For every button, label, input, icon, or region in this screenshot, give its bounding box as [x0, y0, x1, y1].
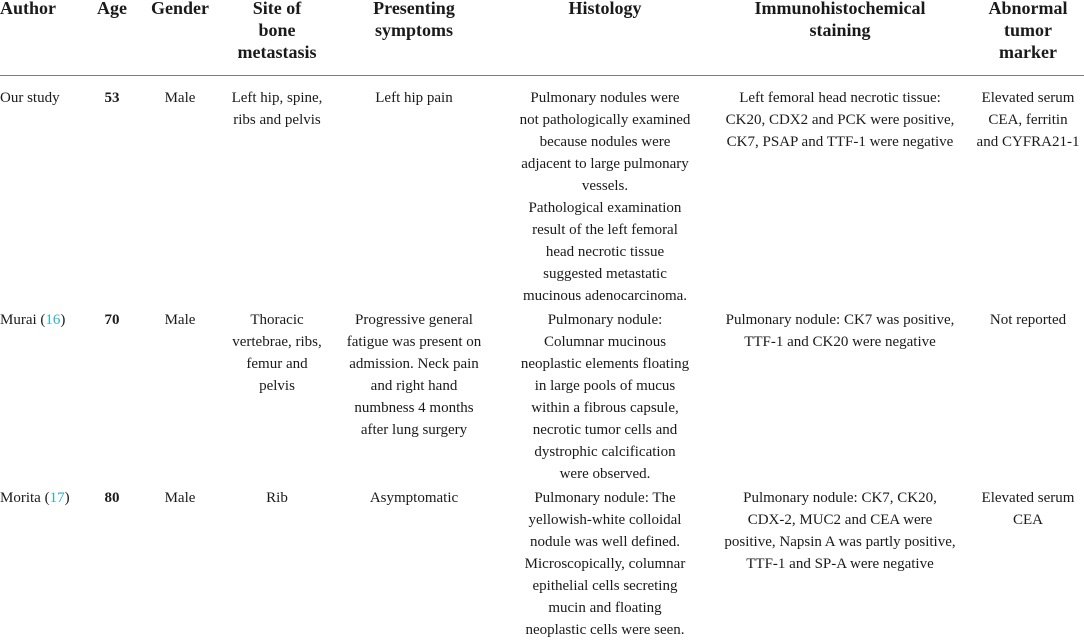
- cell-ihc: [706, 87, 974, 153]
- cell-histology: [495, 309, 715, 485]
- text-line: Left hip, spine,: [231, 90, 323, 106]
- text-line: CK20, CDX2 and PCK were positive,: [725, 112, 955, 128]
- text-line: CEA: [1013, 512, 1043, 528]
- text-line: vessels.: [581, 178, 629, 194]
- cell-gender: Male: [164, 312, 196, 328]
- text-line: tumor: [1004, 20, 1052, 40]
- text-line: were observed.: [559, 466, 651, 482]
- text-line: result of the left femoral: [532, 222, 678, 238]
- cell-ihc: [706, 487, 974, 575]
- text-line: Age: [97, 0, 127, 18]
- text-line: Pathological examination: [528, 200, 682, 216]
- text-line: Rib: [266, 490, 288, 506]
- text-line: neoplastic elements floating: [520, 356, 690, 372]
- text-line: Immunohistochemical: [754, 0, 926, 18]
- text-line: symptoms: [374, 20, 453, 40]
- text-line: Author: [0, 0, 57, 18]
- text-line: CEA, ferritin: [988, 112, 1068, 128]
- text-line: Site of: [252, 0, 302, 18]
- text-line: head necrotic tissue: [545, 244, 665, 260]
- text-line: positive, Napsin A was partly positive,: [724, 534, 956, 550]
- reference-link[interactable]: 17: [49, 490, 65, 506]
- text-line: Presenting: [373, 0, 455, 18]
- text-line: marker: [999, 42, 1057, 62]
- text-line: Elevated serum: [981, 490, 1075, 506]
- cell-site: [222, 87, 332, 131]
- cell-marker: [972, 487, 1084, 531]
- cell-histology: [495, 487, 715, 641]
- header-histology: [495, 0, 715, 19]
- cell-site: [222, 487, 332, 509]
- text-line: Pulmonary nodule:: [547, 312, 663, 328]
- author-name: Our study: [0, 90, 60, 106]
- author-name: Morita (: [0, 490, 50, 506]
- text-line: Pulmonary nodules were: [530, 90, 680, 106]
- text-line: adjacent to large pulmonary: [521, 156, 689, 172]
- cell-author: [0, 309, 82, 331]
- text-line: Asymptomatic: [369, 490, 459, 506]
- text-line: necrotic tumor cells and: [532, 422, 678, 438]
- header-divider: [0, 75, 1084, 76]
- cell-age: 80: [104, 490, 120, 506]
- text-line: Elevated serum: [981, 90, 1075, 106]
- cell-gender: Male: [164, 90, 196, 106]
- cell-symptoms: [338, 487, 490, 509]
- text-line: Pulmonary nodule: The: [534, 490, 676, 506]
- text-line: Gender: [151, 0, 209, 18]
- text-line: Thoracic: [250, 312, 304, 328]
- text-line: nodule was well defined.: [530, 534, 680, 550]
- text-line: Abnormal: [988, 0, 1068, 18]
- header-symptoms: [338, 0, 490, 41]
- text-line: Not reported: [989, 312, 1067, 328]
- text-line: staining: [809, 20, 871, 40]
- text-line: and CYFRA21-1: [976, 134, 1080, 150]
- text-line: because nodules were: [539, 134, 671, 150]
- cell-age: 70: [104, 312, 120, 328]
- text-line: neoplastic cells were seen.: [525, 622, 685, 638]
- header-author: [0, 0, 82, 19]
- text-line: not pathologically examined: [519, 112, 691, 128]
- text-line: TTF-1 and CK20 were negative: [744, 334, 936, 350]
- cell-symptoms: [338, 87, 490, 109]
- text-line: Microscopically, columnar: [524, 556, 686, 572]
- cell-gender: Male: [164, 490, 196, 506]
- text-line: numbness 4 months: [354, 400, 474, 416]
- header-gender: [140, 0, 220, 19]
- text-line: CK7, PSAP and TTF-1 were negative: [726, 134, 954, 150]
- text-line: metastasis: [237, 42, 317, 62]
- text-line: dystrophic calcification: [534, 444, 676, 460]
- author-name: Murai (: [0, 312, 46, 328]
- text-line: vertebrae, ribs,: [232, 334, 322, 350]
- text-line: Progressive general: [355, 312, 473, 328]
- text-line: and right hand: [370, 378, 458, 394]
- cell-author: [0, 487, 82, 509]
- text-line: pelvis: [259, 378, 295, 394]
- text-line: yellowish-white colloidal: [528, 512, 682, 528]
- cell-marker: [972, 309, 1084, 331]
- reference-link[interactable]: 16: [45, 312, 61, 328]
- text-line: mucin and floating: [548, 600, 662, 616]
- text-line: Columnar mucinous: [543, 334, 667, 350]
- cell-author: [0, 87, 82, 109]
- text-line: suggested metastatic: [543, 266, 667, 282]
- text-line: Histology: [568, 0, 642, 18]
- header-age: [88, 0, 136, 19]
- text-line: Left hip pain: [375, 90, 453, 106]
- cell-site: [222, 309, 332, 397]
- text-line: CDX-2, MUC2 and CEA were: [747, 512, 933, 528]
- text-line: fatigue was present on: [346, 334, 482, 350]
- header-ihc: [706, 0, 974, 41]
- text-line: within a fibrous capsule,: [531, 400, 679, 416]
- text-line: in large pools of mucus: [534, 378, 676, 394]
- text-line: mucinous adenocarcinoma.: [522, 288, 688, 304]
- closing-paren: ): [64, 490, 70, 506]
- text-line: Pulmonary nodule: CK7, CK20,: [743, 490, 937, 506]
- cell-marker: [972, 87, 1084, 153]
- text-line: ribs and pelvis: [233, 112, 321, 128]
- closing-paren: ): [60, 312, 66, 328]
- text-line: Pulmonary nodule: CK7 was positive,: [725, 312, 955, 328]
- cell-age: 53: [104, 90, 120, 106]
- header-site: [222, 0, 332, 63]
- text-line: Left femoral head necrotic tissue:: [739, 90, 941, 106]
- cell-ihc: [706, 309, 974, 353]
- header-marker: [972, 0, 1084, 63]
- text-line: after lung surgery: [360, 422, 468, 438]
- cell-histology: [495, 87, 715, 307]
- text-line: TTF-1 and SP-A were negative: [746, 556, 934, 572]
- text-line: femur and: [246, 356, 308, 372]
- cell-symptoms: [338, 309, 490, 441]
- text-line: admission. Neck pain: [349, 356, 479, 372]
- text-line: epithelial cells secreting: [532, 578, 678, 594]
- text-line: bone: [258, 20, 296, 40]
